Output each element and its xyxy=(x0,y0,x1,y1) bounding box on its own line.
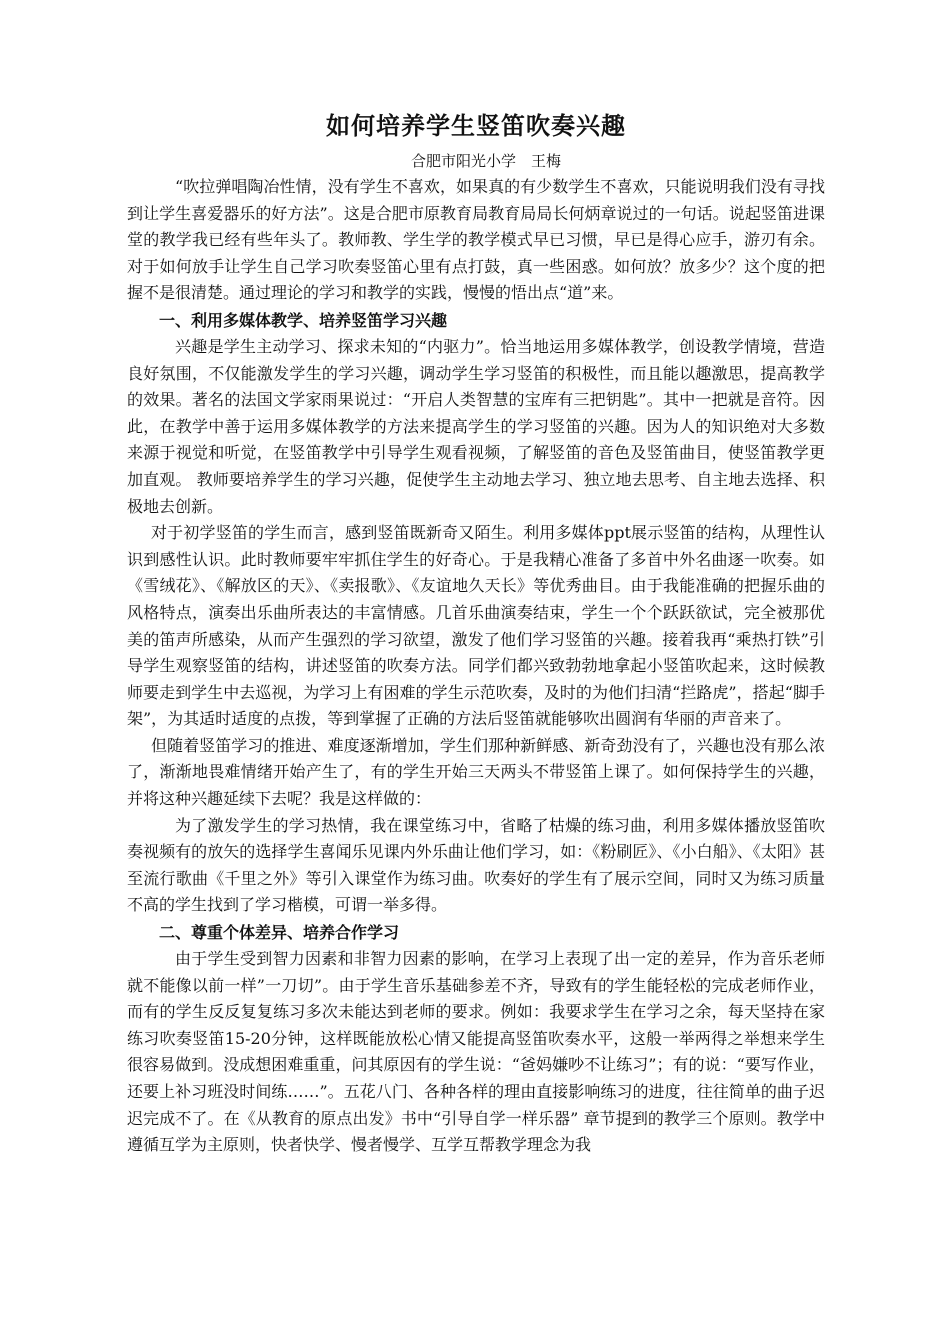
intro-paragraph: “吹拉弹唱陶冶性情，没有学生不喜欢，如果真的有少数学生不喜欢，只能说明我们没有寻找到让学生喜爱器乐的好方法”。这是合肥市原教育局教育局局长何炳章说过的一句话。说起竖笛进课堂的教学我已经有些年头了。教师教、学生学的教学模式早已习惯，早已是得心应手，游刃有余。对于如何放手让学生自己学习吹奏竖笛心里有点打鼓，真一些困惑。如何放？放多少？这个度的把握不是很清楚。通过理论的学习和教学的实践，慢慢的悟出点“道”来。 xyxy=(127,177,825,303)
document-title: 如何培养学生竖笛吹奏兴趣 xyxy=(326,112,626,140)
body-paragraph: 兴趣是学生主动学习、探求未知的“内驱力”。恰当地运用多媒体教学，创设教学情境，营造良好氛围，不仅能激发学生的学习兴趣，调动学生学习竖笛的积极性，而且能以趣激思，提高教学的效果。著名的法国文学家雨果说过：“开启人类智慧的宝库有三把钥匙”。其中一把就是音符。因此，在教学中善于运用多媒体教学的方法来提高学生的学习竖笛的兴趣。因为人的知识绝对大多数来源于视觉和听觉，在竖笛教学中引导学生观看视频，了解竖笛的音色及竖笛曲目，使竖笛教学更加直观。 教师要培养学生的学习兴趣，促使学生主动地去学习、独立地去思考、自主地去选择、积极地去创新。 xyxy=(127,336,825,516)
body-paragraph: 由于学生受到智力因素和非智力因素的影响，在学习上表现了出一定的差异，作为音乐老师就不能像以前一样”一刀切”。由于学生音乐基础参差不齐，导致有的学生能轻松的完成老师作业，而有的学生反反复复练习多次未能达到老师的要求。例如：我要求学生在学习之余，每天坚持在家练习吹奏竖笛15-20分钟，这样既能放松心情又能提高竖笛吹奏水平，这般一举两得之举想来学生很容易做到。没成想困难重重，问其原因有的学生说：“爸妈嫌吵不让练习”；有的说：“要写作业，还要上补习班没时间练……”。五花八门、各种各样的理由直接影响练习的进度，往往简单的曲子迟迟完成不了。在《从教育的原点出发》书中“引导自学一样乐器” 章节提到的教学三个原则。教学中遵循互学为主原则，快者快学、慢者慢学、互学互帮教学理念为我 xyxy=(127,949,825,1155)
body-paragraph: 但随着竖笛学习的推进、难度逐渐增加，学生们那种新鲜感、新奇劲没有了，兴趣也没有那么浓了，渐渐地畏难情绪开始产生了，有的学生开始三天两头不带竖笛上课了。如何保持学生的兴趣，并将这种兴趣延续下去呢？我是这样做的： xyxy=(127,735,825,809)
document-page xyxy=(127,108,825,1159)
author-byline: 合肥市阳光小学 王梅 xyxy=(410,152,561,170)
section-heading-2: 二、尊重个体差异、培养合作学习 xyxy=(159,923,400,943)
body-paragraph: 对于初学竖笛的学生而言，感到竖笛既新奇又陌生。利用多媒体ppt展示竖笛的结构，从理性认识到感性认识。此时教师要牢牢抓住学生的好奇心。于是我精心准备了多首中外名曲逐一吹奏。如《雪绒花》、《解放区的天》、《卖报歌》、《友谊地久天长》等优秀曲目。由于我能准确的把握乐曲的风格特点，演奏出乐曲所表达的丰富情感。几首乐曲演奏结束，学生一个个跃跃欲试，完全被那优美的笛声所感染，从而产生强烈的学习欲望，激发了他们学习竖笛的兴趣。接着我再“乘热打铁”引导学生观察竖笛的结构，讲述竖笛的吹奏方法。同学们都兴致勃勃地拿起小竖笛吹起来，这时候教师要走到学生中去巡视，为学习上有困难的学生示范吹奏，及时的为他们扫清“拦路虎”，搭起“脚手架”，为其适时适度的点拨，等到掌握了正确的方法后竖笛就能够吹出圆润有华丽的声音来了。 xyxy=(127,523,825,729)
body-paragraph: 为了激发学生的学习热情，我在课堂练习中，省略了枯燥的练习曲，利用多媒体播放竖笛吹奏视频有的放矢的选择学生喜闻乐见课内外乐曲让他们学习，如：《粉刷匠》、《小白船》、《太阳》甚至流行歌曲《千里之外》等引入课堂作为练习曲。吹奏好的学生有了展示空间，同时又为练习质量不高的学生找到了学习楷模，可谓一举多得。 xyxy=(127,815,825,915)
section-heading-1: 一、利用多媒体教学、培养竖笛学习兴趣 xyxy=(159,310,448,330)
